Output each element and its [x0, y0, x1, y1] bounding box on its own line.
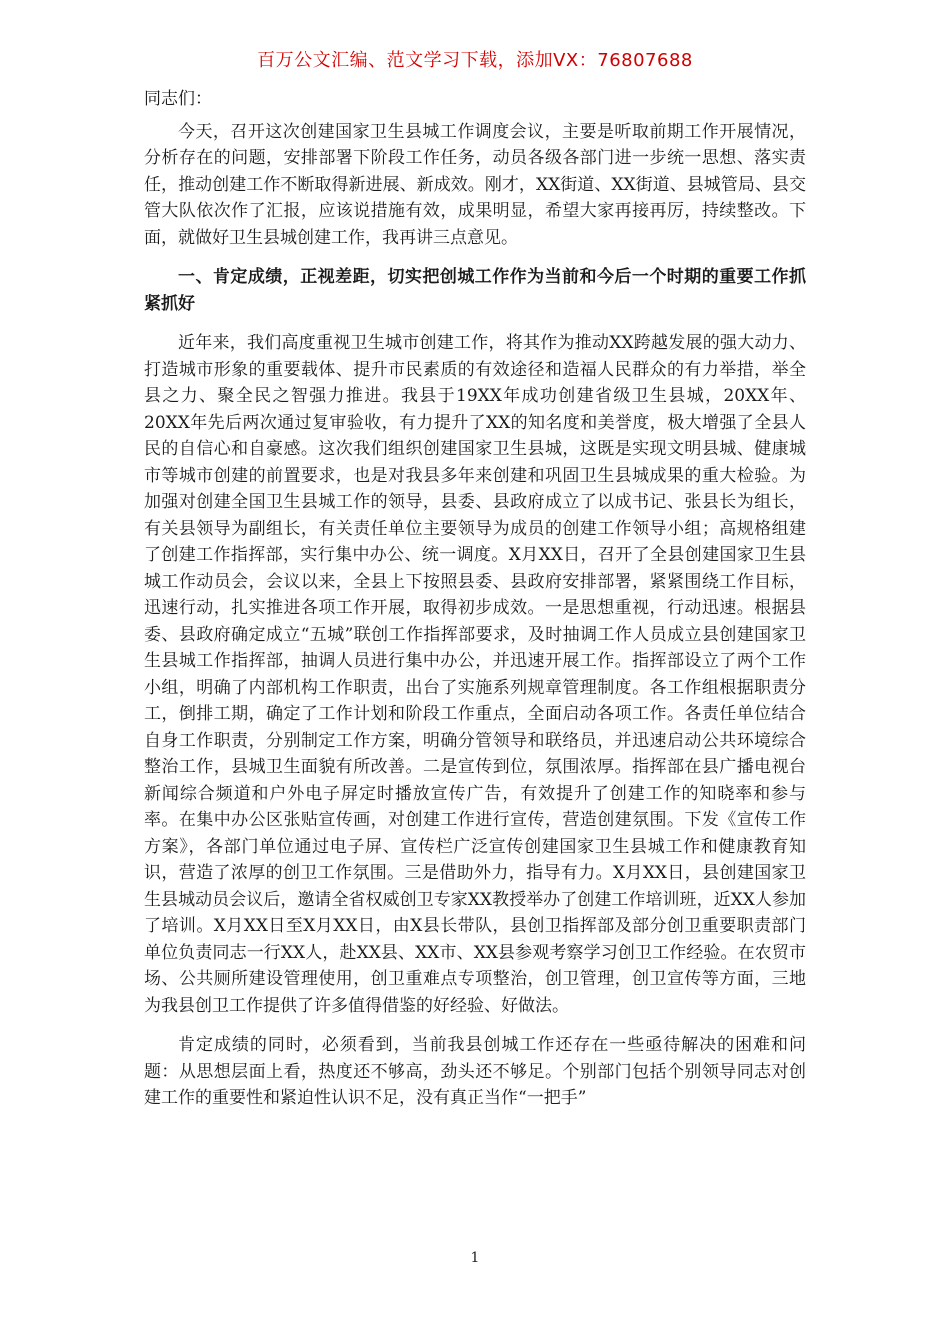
section-1-followup-paragraph: 肯定成绩的同时，必须看到，当前我县创城工作还存在一些亟待解决的困难和问题：从思想层面上看，热度还不够高，劲头还不够足。个别部门包括个别领导同志对创建工作的重要性和紧迫性认识不足，没有真正当作“一把手” — [144, 1035, 806, 1108]
salutation: 同志们： — [144, 89, 212, 109]
section-1-body-paragraph: 近年来，我们高度重视卫生城市创建工作，将其作为推动XX跨越发展的强大动力、打造城市形象的重要载体、提升市民素质的有效途径和造福人民群众的有力举措，举全县之力、聚全民之智强力推进。我县于19XX年成功创建省级卫生县城，20XX年、20XX年先后两次通过复审验收，有力提升了XX的知名度和美誉度，极大增强了全县人民的自信心和自豪感。这次我们组织创建国家卫生县城，这既是实现文明县城、健康城市等城市创建的前置要求，也是对我县多年来创建和巩固卫生县城成果的重大检验。为加强对创建全国卫生县城工作的领导，县委、县政府成立了以成书记、张县长为组长，有关县领导为副组长，有关责任单位主要领导为成员的创建工作领导小组；高规格组建了创建工作指挥部，实行集中办公、统一调度。X月XX日，召开了全县创建国家卫生县城工作动员会，会议以来，全县上下按照县委、县政府安排部署，紧紧围绕工作目标，迅速行动，扎实推进各项工作开展，取得初步成效。一是思想重视，行动迅速。根据县委、县政府确定成立“五城”联创工作指挥部要求，及时抽调工作人员成立县创建国家卫生县城工作指挥部，抽调人员进行集中办公，并迅速开展工作。指挥部设立了两个工作小组，明确了内部机构工作职责，出台了实施系列规章管理制度。各工作组根据职责分工，倒排工期，确定了工作计划和阶段工作重点，全面启动各项工作。各责任单位结合自身工作职责，分别制定工作方案，明确分管领导和联络员，并迅速启动公共环境综合整治工作，县城卫生面貌有所改善。二是宣传到位，氛围浓厚。指挥部在县广播电视台新闻综合频道和户外电子屏定时播放宣传广告，有效提升了创建工作的知晓率和参与率。在集中办公区张贴宣传画，对创建工作进行宣传，营造创建氛围。下发《宣传工作方案》，各部门单位通过电子屏、宣传栏广泛宣传创建国家卫生县城工作和健康教育知识，营造了浓厚的创卫工作氛围。三是借助外力，指导有力。X月XX日，县创建国家卫生县城动员会议后，邀请全省权威创卫专家XX教授举办了创建工作培训班，近XX人参加了培训。X月XX日至X月XX日，由X县长带队，县创卫指挥部及部分创卫重要职责部门单位负责同志一行XX人，赴XX县、XX市、XX县参观考察学习创卫工作经验。在农贸市场、公共厕所建设管理使用，创卫重难点专项整治，创卫管理，创卫宣传等方面，三地为我县创卫工作提供了许多值得借鉴的好经验、好做法。 — [144, 333, 806, 1016]
download-banner: 百万公文汇编、范文学习下载，添加VX：76807688 — [257, 50, 693, 71]
section-1-heading: 一、肯定成绩，正视差距，切实把创城工作作为当前和今后一个时期的重要工作抓紧抓好 — [144, 267, 806, 314]
page-number: 1 — [470, 1250, 480, 1266]
intro-paragraph: 今天，召开这次创建国家卫生县城工作调度会议，主要是听取前期工作开展情况，分析存在的问题，安排部署下阶段工作任务，动员各级各部门进一步统一思想、落实责任，推动创建工作不断取得新进展、新成效。刚才，XX街道、XX街道、县城管局、县交管大队依次作了汇报，应该说措施有效，成果明显，希望大家再接再厉，持续整改。下面，就做好卫生县城创建工作，我再讲三点意见。 — [144, 121, 806, 248]
document-body — [144, 86, 806, 1125]
